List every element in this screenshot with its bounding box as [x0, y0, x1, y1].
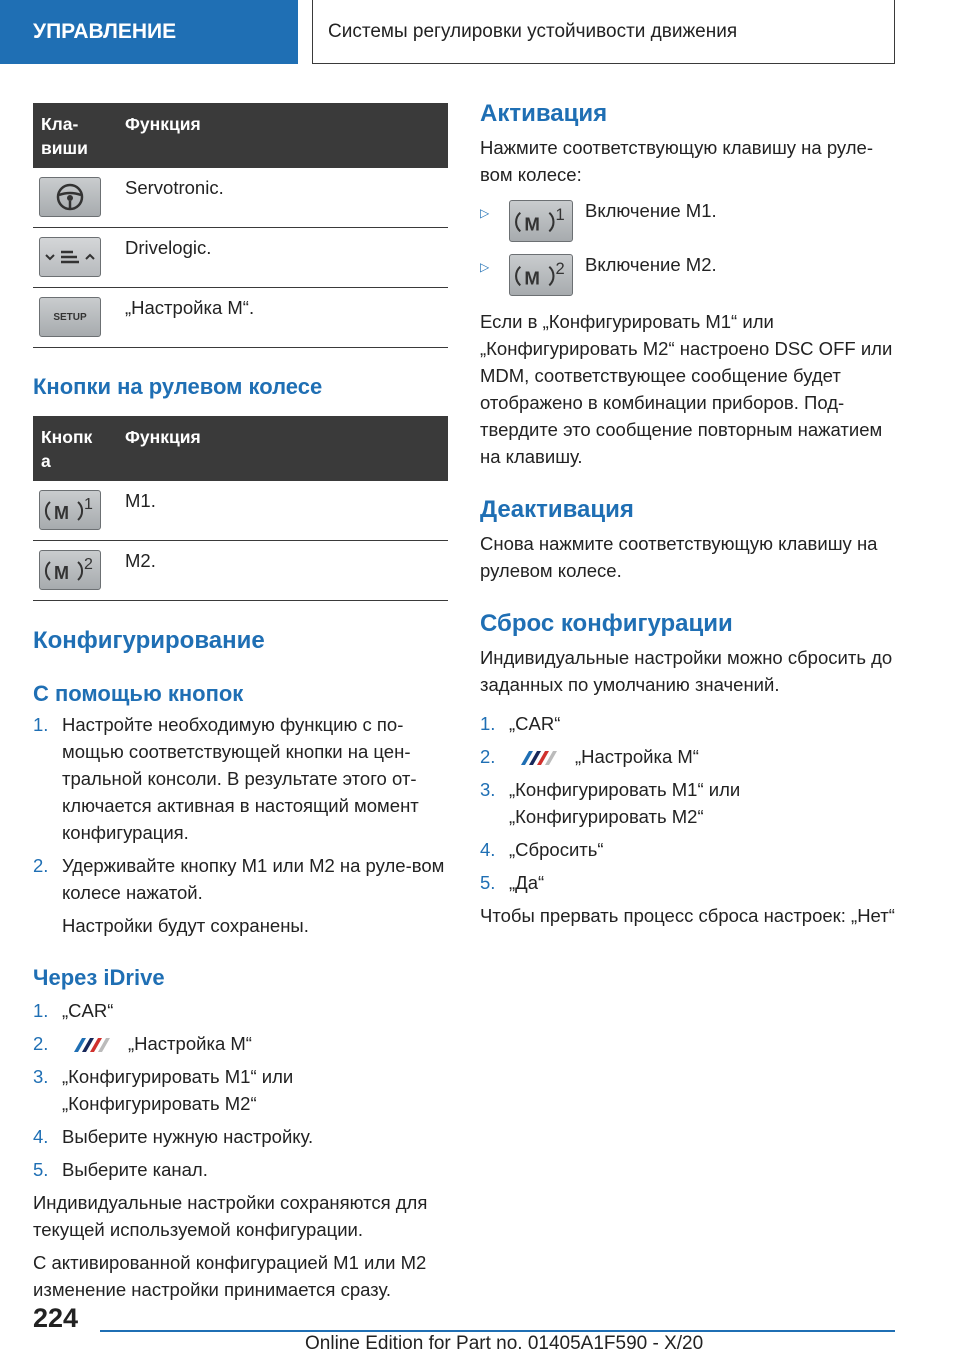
m1-button-icon	[509, 200, 573, 242]
section-title: УПРАВЛЕНИЕ	[33, 20, 177, 43]
steering-wheel-icon	[39, 177, 101, 217]
note-individual: Индивидуальные настройки сохраняются для текущей используемой конфигурации.	[33, 1192, 428, 1240]
section-tab	[0, 0, 298, 64]
svg-text:2: 2	[84, 556, 93, 573]
reset-steps	[480, 710, 895, 896]
section-heading-wheel: Кнопки на рулевом колесе	[33, 374, 323, 399]
deactivation-heading: Деактивация	[480, 496, 634, 523]
function-cell: „Настройка M“.	[117, 288, 448, 348]
table-header-function: Функция	[117, 416, 448, 481]
table-row	[33, 481, 448, 541]
function-cell: M2.	[117, 541, 448, 601]
svg-text:M: M	[524, 267, 540, 289]
page-number: 224	[33, 1303, 79, 1333]
m-stripes-icon	[62, 1036, 118, 1054]
table-header-button: Кнопк а	[33, 416, 117, 481]
svg-text:1: 1	[555, 204, 565, 224]
list-item: 1. Настройте необходимую функцию с по-мощью соответствующей кнопки на цен-тральной консоли. В результате этого от-ключается активная в настоящий момент конфигурация.	[33, 714, 419, 843]
triangle-bullet-icon: ▷	[480, 206, 490, 220]
svg-text:2: 2	[555, 258, 565, 278]
activation-note: Если в „Конфигурировать M1“ или „Конфигурировать M2“ настроено DSC OFF или MDM, соответствующее сообщение будет отображено в комбинации приборов. Под-твердите это сообщение повторным нажатием на клавишу.	[480, 311, 893, 467]
list-item: 5. Выберите канал.	[33, 1159, 208, 1180]
reset-intro: Индивидуальные настройки можно сбросить до заданных по умолчанию значений.	[480, 647, 893, 695]
idrive-steps	[33, 997, 448, 1183]
deactivation-text: Снова нажмите соответствующую клавишу на рулевом колесе.	[480, 533, 878, 581]
list-item	[480, 200, 895, 242]
list-item: 5. „Да“	[480, 872, 545, 893]
list-item: 4. Выберите нужную настройку.	[33, 1126, 314, 1147]
list-item: 3. „Конфигурировать M1“ или „Конфигурировать M2“	[480, 779, 741, 827]
list-item: 2. „Настройка M“	[33, 1033, 252, 1054]
footer-divider	[100, 1330, 895, 1332]
right-column	[480, 100, 895, 929]
table-row	[33, 541, 448, 601]
function-cell: M1.	[117, 481, 448, 541]
activation-intro: Нажмите соответствующую клавишу на руле-вом колесе:	[480, 137, 873, 185]
reset-cancel: Чтобы прервать процесс сброса настроек: „Нет“	[480, 905, 895, 926]
m1-button-icon	[39, 490, 101, 530]
table-row	[33, 168, 448, 228]
chapter-tab	[312, 0, 895, 64]
reset-heading: Сброс конфигурации	[480, 610, 733, 637]
list-item: 2. „Настройка M“	[480, 746, 699, 767]
chapter-title: Системы регулировки устойчивости движения	[328, 20, 738, 42]
activation-m2: Включение M2.	[585, 254, 717, 275]
footer-edition: Online Edition for Part no. 01405A1F590 - X/20	[305, 1333, 704, 1354]
list-item: 2. Удерживайте кнопку M1 или M2 на руле-вом колесе нажатой.	[33, 855, 445, 903]
function-cell: Servotronic.	[117, 168, 448, 228]
drivelogic-icon	[39, 237, 101, 277]
m2-button-icon	[39, 550, 101, 590]
triangle-bullet-icon: ▷	[480, 260, 490, 274]
left-column	[33, 103, 448, 1303]
config-heading: Конфигурирование	[33, 627, 265, 654]
list-item: 1. „CAR“	[33, 1000, 114, 1021]
list-item: 1. „CAR“	[480, 713, 561, 734]
function-cell: Drivelogic.	[117, 228, 448, 288]
list-item	[480, 254, 895, 296]
list-item: 3. „Конфигурировать M1“ или „Конфигурировать M2“	[33, 1066, 294, 1114]
setup-button-icon	[39, 297, 101, 337]
note-immediate: С активированной конфигурацией M1 или M2 изменение настройки принимается сразу.	[33, 1252, 427, 1300]
saved-note: Настройки будут сохранены.	[62, 915, 309, 936]
svg-text:M: M	[524, 213, 540, 235]
table-row	[33, 288, 448, 348]
table-header-keys: Кла- виши	[33, 103, 117, 168]
svg-text:1: 1	[84, 496, 93, 513]
table-header-function: Функция	[117, 103, 448, 168]
setup-button-label: SETUP	[53, 311, 87, 323]
list-item: 4. „Сбросить“	[480, 839, 604, 860]
buttons-subheading: С помощью кнопок	[33, 681, 244, 706]
table-row	[33, 228, 448, 288]
activation-m1: Включение M1.	[585, 200, 717, 221]
m2-button-icon	[509, 254, 573, 296]
config-steps	[33, 711, 448, 906]
activation-heading: Активация	[480, 100, 608, 127]
idrive-subheading: Через iDrive	[33, 965, 165, 990]
wheel-buttons-table	[33, 416, 448, 601]
m-stripes-icon	[509, 749, 565, 767]
svg-text:M: M	[54, 503, 69, 523]
svg-text:M: M	[54, 563, 69, 583]
keys-table	[33, 103, 448, 348]
